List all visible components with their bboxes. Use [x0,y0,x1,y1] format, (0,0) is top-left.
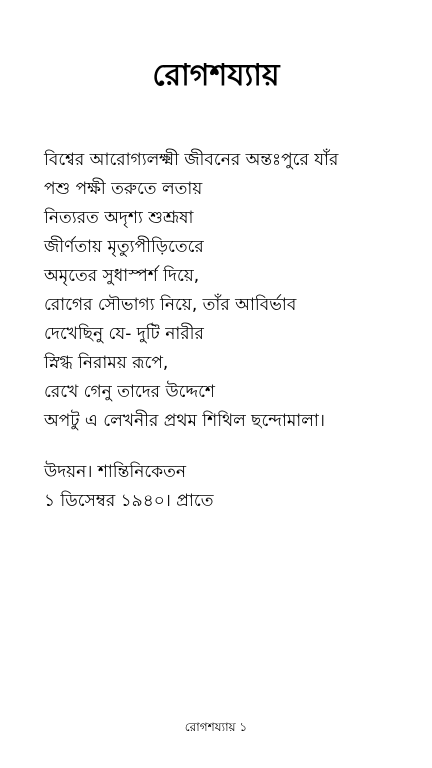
poem-line: জীর্ণতায় মৃত্যুপীড়িতেরে [44,237,204,257]
page-footer: রোগশয্যায় ১ [184,720,248,734]
signature-place: উদয়ন। শান্তিনিকেতন [44,462,187,482]
poem-line: স্নিগ্ধ নিরাময় রূপে, [44,353,169,373]
poem-line: পশু পক্ষী তরুতে লতায় [44,179,203,199]
signature-block [44,458,424,516]
poem-line: অমৃতের সুধাস্পর্শ দিয়ে, [44,266,200,286]
poem-title: রোগশয্যায় [152,58,280,93]
poem-body [44,146,424,436]
poem-line: বিশ্বের আরোগ্যলক্ষ্মী জীবনের অন্তঃপুরে যাঁর [44,150,339,170]
signature-date: ১ ডিসেম্বর ১৯৪০। প্রাতে [44,491,214,511]
poem-line: দেখেছিনু যে- দুটি নারীর [44,324,204,344]
poem-line: রোগের সৌভাগ্য নিয়ে, তাঁর আবির্ভাব [44,295,297,315]
poem-line: অপটু এ লেখনীর প্রথম শিথিল ছন্দোমালা। [44,411,325,431]
poem-line: নিত্যরত অদৃশ্য শুশ্রূষা [44,208,194,228]
poem-line: রেখে গেনু তাদের উদ্দেশে [44,382,215,402]
